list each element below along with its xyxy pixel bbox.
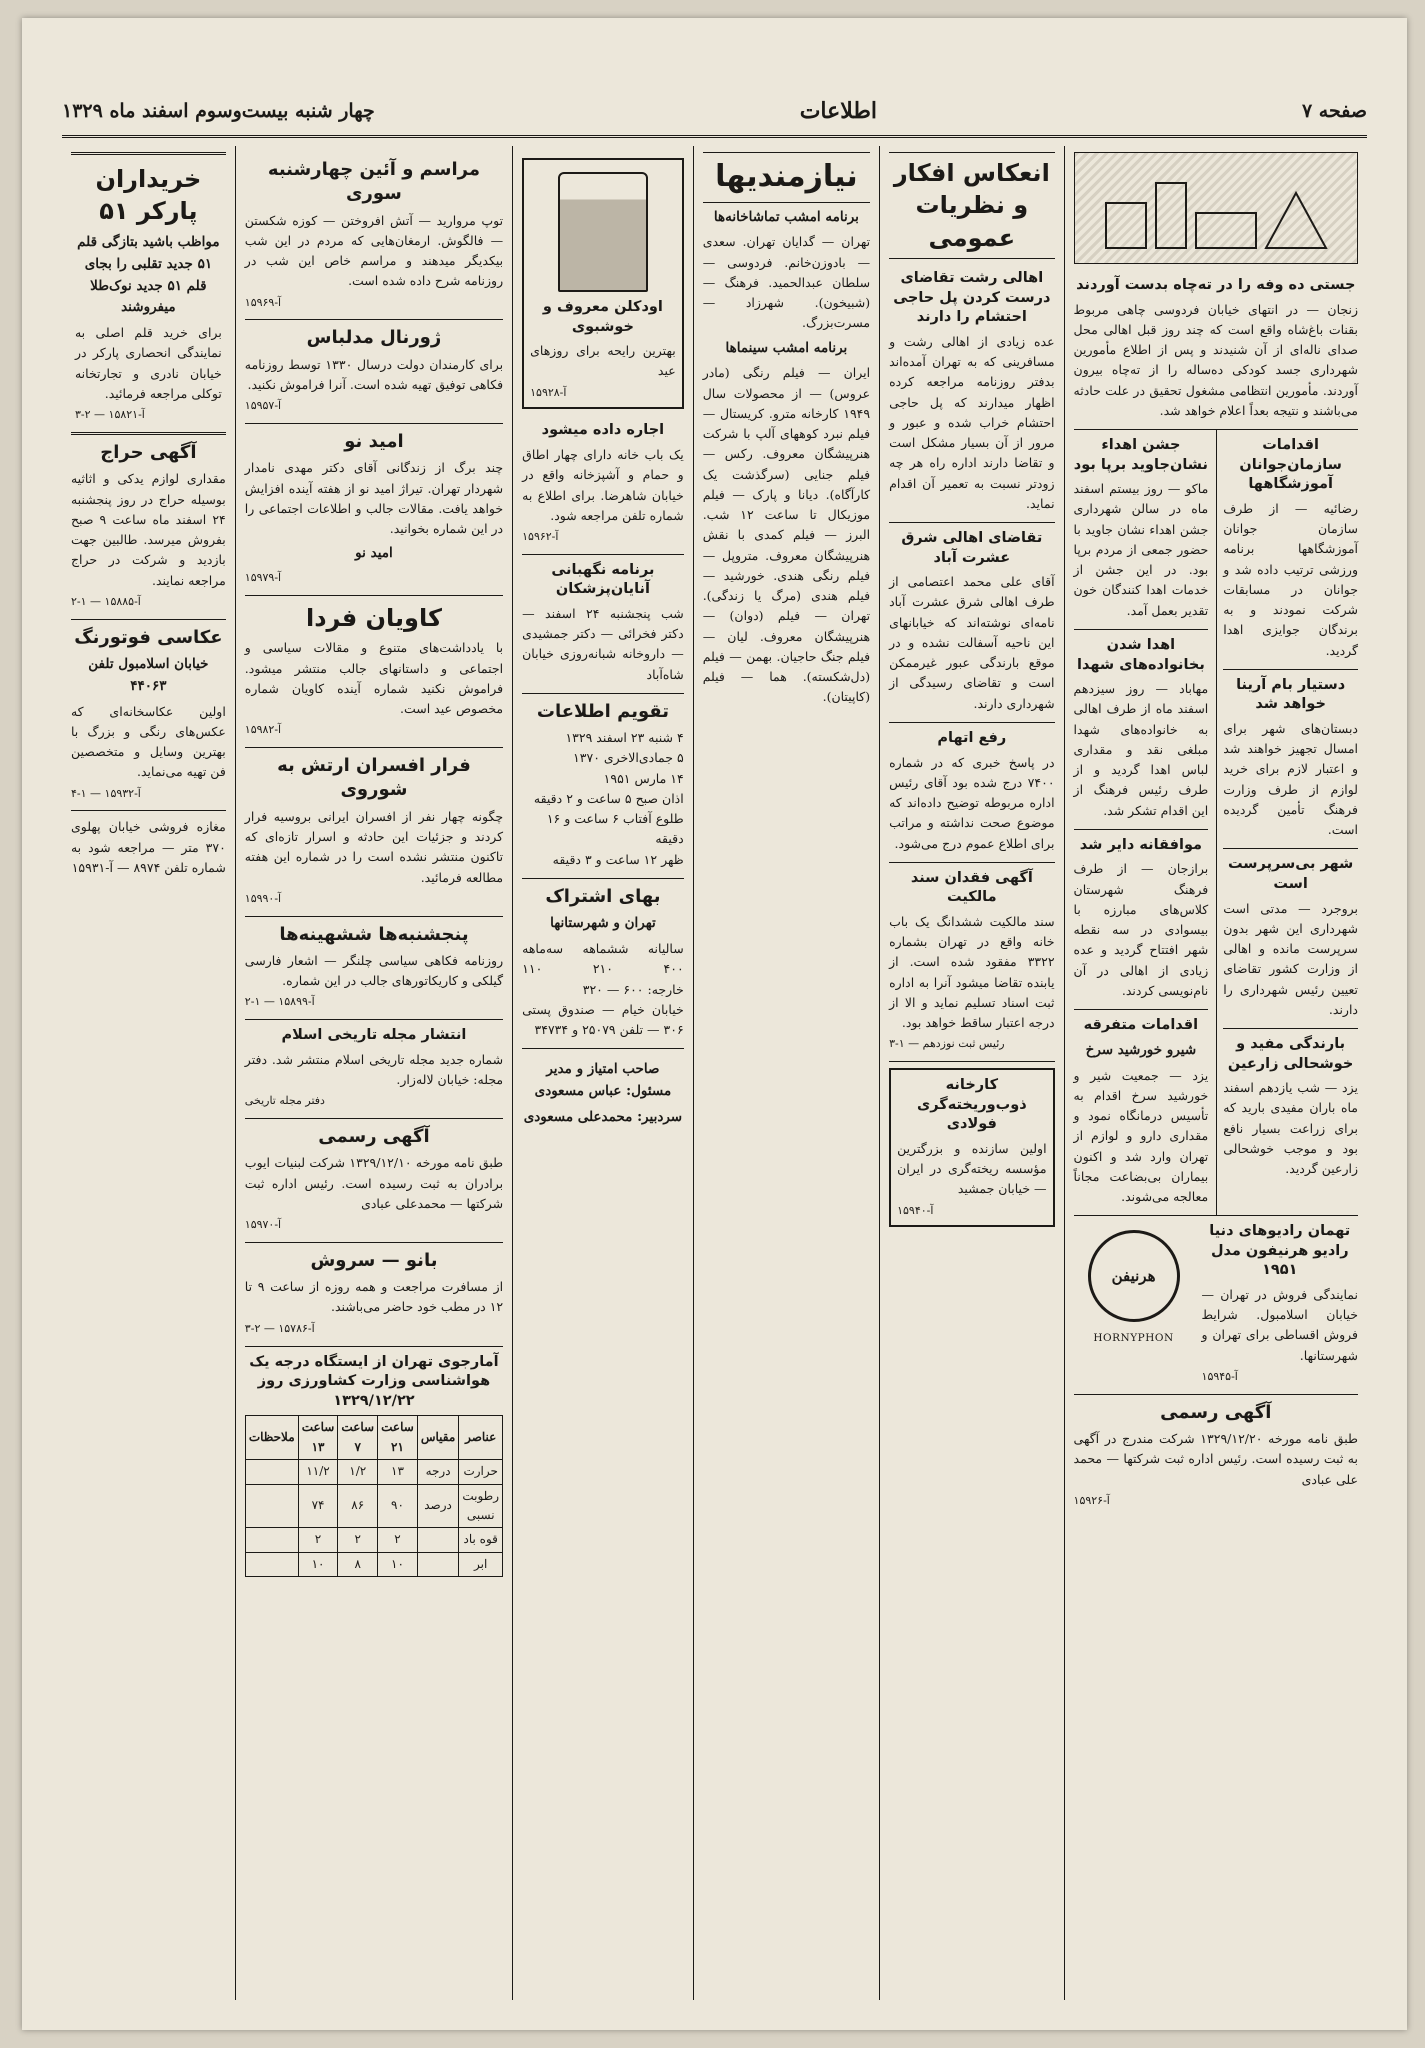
weather-cell	[417, 1552, 458, 1576]
news-article	[245, 1020, 503, 1119]
radio-advert	[1074, 1216, 1358, 1395]
two-column-block	[1074, 430, 1358, 1216]
publisher-box	[522, 1049, 684, 1141]
listing-subhead: برنامه امشب سینماها	[725, 339, 848, 356]
header-illustration	[1074, 152, 1358, 264]
article-body: یزد — شب یازدهم اسفند ماه باران مفیدی بارید که برای زراعت بسیار نافع بود و موجب خوشحالی زارعین گردید.	[1223, 1080, 1358, 1177]
article-headline: آگهی فقدان سند مالکیت	[910, 869, 1033, 906]
sub-half: ۲۱۰	[592, 961, 613, 977]
article-subhead: شیرو خورشید سرخ	[1085, 1041, 1197, 1058]
subscription-title: بهای اشتراک	[545, 885, 661, 907]
weather-cell: قوه باد	[459, 1528, 503, 1552]
article-body: مقداری لوازم یدکی و اثاثیه بوسیله حراج در روز پنجشنبه ۲۴ اسفند ماه ساعت ۹ صبح بفروش میرسد. طالبین جهت بازدید و شرکت در حراج مراجعه نمایند.	[70, 471, 226, 588]
news-article	[245, 917, 503, 1021]
shop-advert	[71, 811, 226, 886]
article-body: شب پنجشنبه ۲۴ اسفند — دکتر فخرائی — دکتر جمشیدی — داروخانه شبانه‌روزی خیابان شاه‌آباد	[522, 605, 684, 682]
weather-cell: ۲	[378, 1528, 418, 1552]
subscription-prices	[522, 959, 684, 979]
sub-yearly-label: سالیانه	[647, 941, 684, 957]
news-article	[1074, 1010, 1209, 1215]
calendar-line: طلوع آفتاب ۶ ساعت و ۱۶ دقیقه	[546, 811, 684, 847]
article-headline: آگهی رسمی	[1160, 1401, 1272, 1423]
subscription-region: تهران و شهرستانها	[550, 915, 656, 932]
ad-code: آ-۱۵۸۹۹ — ۱-۲	[244, 995, 315, 1009]
article-body: روزنامه فکاهی سیاسی چلنگر — اشعار فارسی گیلکی و کاریکاتورهای جالب در این شماره.	[244, 952, 504, 989]
ad-code: آ-۱۵۹۲۸	[530, 385, 567, 399]
ad-code: آ-۱۵۸۲۱ — ۲-۳	[74, 408, 145, 422]
article-headline: اهدا شدن بخانواده‌های شهدا	[1076, 636, 1205, 673]
article-body: اولین سازنده و بزرگترین مؤسسه ریخته‌گری در ایران — خیابان جمشید	[897, 1140, 1047, 1197]
weather-header: ساعت ۱۳	[298, 1416, 338, 1460]
subscription-labels	[522, 939, 684, 959]
news-article	[1223, 430, 1358, 670]
article-headline: اقدامات سازمان‌جوانان آموزشگاهها	[1239, 437, 1342, 493]
news-article	[1074, 630, 1209, 830]
cinema-listing: ایران — فیلم رنگی (مادر عروس) — از محصولات سال ۱۹۴۹ کارخانه مترو. کریستال — فیلم نبرد کوههای آلپ با شرکت هنرپیشگان معروف. رکس — فیلم جنایی (سرگذشت یک کارآگاه). دیانا و پارک — فیلم موزیکال تا ساعت ۱۲ شب. البرز — فیلم کمدی با نقش هنرپیشگان معروف. متروپل — فیلم رنگی هندی. خورشید — فیلم هندی (مرگ یا زندگی). تهران — فیلم (دوان) — هنرپیشگان معروف. لیان — فیلم جنگ حاجیان. بهمن — فیلم (دل‌شکسته). هما — فیلم (کاپیتان).	[702, 365, 871, 705]
article-body: آقای علی محمد اعتصامی از طرف اهالی شرق عشرت آباد نامه‌ای نوشته‌اند که خیابانهای این ناحیه آسفالت نشده و در موقع بارندگی عبور غیرممکن است و تقاضای رسیدگی از شهرداری دارند.	[889, 574, 1055, 711]
article-body: چند برگ از زندگانی آقای دکتر مهدی نامدار شهردار تهران. تیراژ امید نو از هفته آینده افزایش خواهد یافت. مقالات جالب و اطلاعات اجتماعی را در این شماره بخوانید.	[244, 460, 504, 537]
column-4	[512, 146, 693, 2000]
ad-code: آ-۱۵۹۳۲ — ۱-۴	[70, 786, 141, 800]
article-body: زنجان — در انتهای خیابان فردوسی چاهی مربوط بقنات باغ‌شاه واقع است که چند روز قبل اهالی محل صدای ناله‌ای از آن شنیدند و پس از اطلاع مأمورین شهرداری جسد کودکی ده‌ساله را از ته‌چاه بیرون آوردند. مأمورین انتظامی مشغول تحقیق در علت حادثه می‌باشند و نتیجه بعداً اعلام خواهد شد.	[1073, 301, 1358, 418]
sub-column-left	[1074, 430, 1209, 1215]
article-headline: ژورنال مدلباس	[306, 327, 442, 349]
ad-code: آ-۱۵۸۸۵ — ۱-۲	[70, 594, 141, 608]
weather-cell: ۷۴	[298, 1484, 338, 1528]
article-headline: پنجشنبه‌ها ششهینه‌ها	[279, 923, 469, 945]
article-headline: برنامه نگهبانی آنایان‌پزشکان	[551, 561, 655, 598]
article-body: طبق نامه مورخه ۱۳۲۹/۱۲/۲۰ شرکت مندرج در آگهی به ثبت رسیده است. رئیس اداره ثبت شرکتها — محمد علی عبادی	[1073, 1431, 1358, 1487]
article-subhead: خیابان اسلامبول تلفن ۴۴۰۶۳	[88, 655, 209, 694]
weather-header: ساعت ۷	[338, 1416, 378, 1460]
columns	[62, 146, 1367, 2000]
section-title: نیازمندیها	[703, 152, 870, 203]
column-2	[879, 146, 1063, 2000]
paper-name: اطلاعات	[799, 97, 877, 124]
ad-code: آ-۱۵۹۶۲	[522, 530, 559, 543]
article-headline: عکاسی فوتورنگ	[74, 626, 223, 648]
article-body: بروجرد — مدتی است شهرداری این شهر بدون سرپرست مانده و اهالی از وزارت کشور تقاضای تعیین رئیس شهرداری را دارند.	[1223, 900, 1358, 1017]
article-headline: دستیار بام آرینا خواهد شد	[1236, 676, 1346, 713]
news-article	[1074, 430, 1209, 630]
weather-cell: ۲	[338, 1528, 378, 1552]
article-body: برازجان — از طرف فرهنگ شهرستان کلاس‌های مبارزه با بیسوادی در سه نقطه شهر افتتاح گردید و عده زیادی از اهالی در آن نام‌نویسی کردند.	[1073, 861, 1209, 998]
classified-ad	[889, 863, 1054, 1062]
article-headline: اودکلن معروف و خوشبوی	[542, 299, 663, 335]
news-article	[245, 424, 503, 596]
ad-code: آ-۱۵۹۵۷	[244, 399, 282, 413]
weather-title: آمارجوی تهران از ایستگاه درجه یک هواشناسی وزارت کشاورزی روز ۱۳۲۹/۱۲/۲۲	[249, 1353, 499, 1409]
weather-table	[245, 1415, 503, 1577]
article-body: طبق نامه مورخه ۱۳۲۹/۱۲/۱۰ شرکت لبنیات ایوب برادران به ثبت رسیده است. رئیس اداره ثبت شرکتها — محمدعلی عبادی	[244, 1155, 504, 1211]
ad-code: آ-۱۵۹۴۰	[897, 1203, 934, 1217]
weather-header: ملاحظات	[245, 1416, 298, 1460]
masthead	[62, 86, 1367, 138]
perfume-advert	[522, 158, 684, 409]
calendar-title: تقویم اطلاعات	[536, 700, 669, 722]
article-body: سند مالکیت ششدانگ یک باب خانه واقع در تهران بشماره ۳۳۲۲ مفقود شده است. از یابنده تقاضا میشود آنرا به اداره ثبت اسناد تسلیم نماید و الا از درجه اعتبار ساقط خواهد بود.	[889, 913, 1055, 1031]
article-headline: جشن اهداء نشان‌جاوید برپا بود	[1073, 437, 1208, 473]
article-headline: اهالی رشت تقاضای درست کردن پل حاجی احتشام را دارند	[893, 270, 1051, 326]
auction-notice	[71, 435, 226, 620]
article-headline: انتشار مجله تاریخی اسلام	[281, 1027, 467, 1044]
radio-advert-text	[1202, 1222, 1358, 1386]
weather-header: عناصر	[459, 1416, 503, 1460]
weather-cell	[417, 1528, 458, 1552]
ad-code: آ-۱۵۹۲۶	[1073, 1493, 1110, 1507]
article-headline: جستی ده وفه را در ته‌چاه بدست آوردند	[1076, 277, 1356, 293]
calendar-line: ۵ جمادی‌الاخری ۱۳۷۰	[573, 750, 684, 766]
table-row	[245, 1528, 502, 1552]
news-article	[1223, 849, 1358, 1029]
official-notice	[1074, 1395, 1358, 1518]
weather-cell: حرارت	[459, 1460, 503, 1484]
article-body: مغازه فروشی خیابان پهلوی ۳۷۰ متر — مراجعه شود به شماره تلفن ۸۹۷۴ — آ-۱۵۹۳۱	[70, 819, 226, 875]
table-row	[245, 1552, 502, 1576]
official-notice	[245, 1119, 503, 1243]
news-article	[245, 596, 503, 748]
foundry-advert	[889, 1068, 1054, 1227]
article-headline: امید نو	[344, 431, 404, 453]
weather-cell: درصد	[417, 1484, 458, 1528]
article-body: توپ مروارید — آتش افروختن — کوزه شکستن — فالگوش. ارمغان‌هایی که مردم در این شب بیکدیگر میدهند و مراسم خاص این شب در روزنامه شرح داده شده است.	[244, 212, 504, 289]
news-article	[1223, 670, 1358, 850]
calendar-line: اذان صبح ۵ ساعت و ۲ دقیقه	[533, 790, 684, 806]
article-body: یزد — جمعیت شیر و خورشید سرخ اقدام به تأسیس درمانگاه نمود و مقداری دارو و لوازم از تهران وارد شد و اکنون بیماران بی‌بضاعت مجاناً معالجه می‌شوند.	[1073, 1067, 1209, 1205]
ad-code: آ-۱۵۹۶۹	[244, 295, 282, 309]
ad-code: آ-۱۵۷۸۶ — ۲-۳	[244, 1321, 315, 1335]
article-subhead: مواظب باشید بتازگی قلم ۵۱ جدید تقلبی را بجای قلم ۵۱ جدید نوک‌طلا میفروشند	[77, 233, 220, 316]
weather-cell	[245, 1484, 298, 1528]
radio-brand-latin: HORNYPHON	[1093, 1332, 1174, 1345]
sub-column-right	[1216, 430, 1358, 1215]
calendar-line: ۴ شنبه ۲۳ اسفند ۱۳۲۹	[565, 730, 684, 746]
news-article	[1223, 1029, 1358, 1187]
article-body: شماره جدید مجله تاریخی اسلام منتشر شد. دفتر مجله: خیابان لاله‌زار.	[244, 1051, 504, 1088]
ad-code: آ-۱۵۹۴۵	[1201, 1369, 1238, 1383]
weather-cell: درجه	[417, 1460, 458, 1484]
article-body: دبستان‌های شهر برای امسال تجهیز خواهند شد و اعتبار لازم برای خرید لوازم از طرف وزارت فرهنگ تأمین گردیده است.	[1223, 720, 1358, 838]
article-headline: آگهی رسمی	[318, 1126, 430, 1148]
article-headline: خریداران پارکر ۵۱	[95, 165, 202, 226]
radio-logo-icon	[1088, 1230, 1180, 1322]
article-headline: اقدامات متفرقه	[1083, 1017, 1199, 1034]
page-number: صفحه ۷	[1301, 99, 1367, 122]
article-body: چگونه چهار نفر از افسران ایرانی بروسیه فرار کردند و جزئیات این حادثه و اسرار تازه‌ای که تاکنون منتشر نشده است را در شماره این هفته مطالعه فرمائید.	[244, 808, 504, 885]
article-headline: بانو — سروش	[310, 1249, 438, 1271]
table-row	[245, 1460, 502, 1484]
weather-cell	[245, 1552, 298, 1576]
theatre-listing: تهران — گدایان تهران. سعدی — بادوزن‌خانم. فردوسی — سلطان عبدالحمید. فرهنگ — (شبیخون). شهرزاد — مسرت‌بزرگ.	[702, 234, 871, 331]
weather-cell	[245, 1528, 298, 1552]
sub-quarter-label: سه‌ماهه	[522, 941, 564, 957]
news-article	[1074, 270, 1358, 430]
subscription-box	[522, 879, 684, 1049]
calendar-box	[522, 694, 684, 879]
column-6	[62, 146, 235, 2000]
news-article	[245, 152, 503, 320]
article-headline: آگهی حراج	[100, 442, 197, 464]
column-3	[693, 146, 879, 2000]
news-article	[889, 263, 1054, 523]
ad-code: آ-۱۵۹۹۰	[244, 891, 282, 905]
article-body: یک باب خانه دارای چهار اطاق و حمام و آشپزخانه واقع در خیابان شاهرضا. برای اطلاع به شماره تلفن مراجعه شود.	[522, 447, 684, 523]
calendar-line: ظهر ۱۲ ساعت و ۳ دقیقه	[552, 851, 684, 867]
article-body: رضائیه — از طرف سازمان جوانان آموزشگاهها برنامه ورزشی ترتیب داده شد و جوانان در مسابقات شرکت نمودند و به برندگان جوایزی اهدا گردید.	[1223, 500, 1358, 658]
weather-cell: ابر	[459, 1552, 503, 1576]
article-body: برای خرید قلم اصلی به نمایندگی انحصاری پارکر در خیابان نادری و تجارتخانه توکلی مراجعه فرمائید.	[74, 325, 222, 401]
sub-yearly: ۴۰۰	[663, 961, 684, 977]
article-headline: موافقانه دایر شد	[1079, 836, 1203, 853]
column-5	[235, 146, 512, 2000]
weather-cell: ۱/۲	[338, 1460, 378, 1484]
weather-cell: ۹۰	[378, 1484, 418, 1528]
weather-cell: ۸	[338, 1552, 378, 1576]
column-1	[1064, 146, 1367, 2000]
news-article	[245, 748, 503, 916]
article-body: بهترین رایحه برای روزهای عید	[530, 343, 676, 379]
article-headline: شهر بی‌سرپرست است	[1227, 856, 1354, 892]
article-headline: اجاره داده میشود	[541, 422, 665, 439]
news-article	[1074, 830, 1209, 1010]
article-body: نمایندگی فروش در تهران — خیابان اسلامبول. شرایط فروش اقساطی برای تهران و شهرستانها.	[1201, 1286, 1358, 1363]
article-body: از مسافرت مراجعت و همه روزه از ساعت ۹ تا ۱۲ در مطب خود حاضر می‌باشند.	[244, 1279, 504, 1315]
weather-cell	[245, 1460, 298, 1484]
weather-header: مقیاس	[417, 1416, 458, 1460]
cityscape-illustration	[1096, 163, 1336, 253]
owner-line: صاحب امتیاز و مدیر مسئول: عباس مسعودی	[534, 1061, 672, 1100]
ad-code: آ-۱۵۹۸۲	[244, 723, 282, 737]
weather-header: ساعت ۲۱	[378, 1416, 418, 1460]
weather-cell: ۱۳	[378, 1460, 418, 1484]
listing-subhead: برنامه امشب تماشاخانه‌ها	[713, 208, 859, 225]
weather-cell: رطوبت نسبی	[459, 1484, 503, 1528]
article-body: اولین عکاسخانه‌ای که عکس‌های رنگی و بزرگ با بهترین وسایل و متخصصین فن تهیه می‌نماید.	[70, 703, 226, 780]
article-body: ماکو — روز بیستم اسفند ماه در سالن شهرداری جشن اهداء نشان جاوید با حضور جمعی از مردم برپا بود. در این جشن از خدمات اهدا کنندگان خون تقدیر بعمل آمد.	[1073, 481, 1209, 618]
article-headline: تهمان رادیوهای دنیا رادیو هرنیفون مدل ۱۹۵۱	[1209, 1223, 1351, 1279]
article-headline: کاویان فردا	[305, 603, 442, 632]
weather-cell: ۲	[298, 1528, 338, 1552]
ad-code: رئیس ثبت نوزدهم — ۱-۳	[889, 1037, 1005, 1051]
article-headline: مراسم و آئین چهارشنبه سوری	[267, 159, 480, 205]
weather-cell: ۱۱/۲	[298, 1460, 338, 1484]
news-article	[889, 523, 1054, 723]
newspaper-page	[22, 18, 1407, 2030]
article-sign: امید نو	[355, 545, 393, 562]
article-headline: تقاضای اهالی شرق عشرت آباد	[901, 530, 1043, 566]
news-article	[245, 320, 503, 424]
article-body: عده زیادی از اهالی رشت و مسافرینی که به تهران آمده‌اند بدفتر روزنامه مراجعه کرده اظهار میدارند که پل حاجی احتشام خراب شده و عبور و مرور از آن بسیار مشکل است و تقاضا دارند اداره راه هر چه زودتر نسبت به تعمیر آن اقدام نماید.	[889, 333, 1055, 511]
weather-cell: ۸۶	[338, 1484, 378, 1528]
news-article	[889, 723, 1054, 863]
issue-date: چهار شنبه بیست‌وسوم اسفند ماه ۱۳۲۹	[62, 99, 375, 122]
news-article	[245, 1243, 503, 1347]
editor-line: سردبیر: محمدعلی مسعودی	[523, 1109, 683, 1126]
subscription-foreign: خارجه: ۶۰۰ — ۳۲۰	[582, 981, 684, 997]
sub-quarter: ۱۱۰	[522, 961, 543, 977]
weather-report	[245, 1347, 503, 1586]
article-headline: کارخانه ذوب‌وریخته‌گری فولادی	[916, 1077, 1027, 1133]
calendar-line: ۱۴ مارس ۱۹۵۱	[603, 770, 684, 786]
article-body: در پاسخ خبری که در شماره ۷۴۰۰ درج شده بود آقای رئیس اداره مربوطه توضیح داده‌اند که موضوع صحت نداشته و مراتب برای اطلاع عموم درج می‌شود.	[889, 754, 1055, 851]
article-body: برای کارمندان دولت درسال ۱۳۳۰ توسط روزنامه فکاهی توفیق تهیه شده است. آنرا فراموش نکنید.	[244, 356, 504, 392]
weather-cell: ۱۰	[378, 1552, 418, 1576]
perfume-bottle-icon	[558, 172, 648, 292]
section-title: انعکاس افکار و نظریات عمومی	[889, 152, 1054, 259]
newspaper-address: خیابان خیام — صندوق پستی ۳۰۶ — تلفن ۲۵۰۷۹ و ۳۴۷۳۴	[522, 1001, 684, 1038]
weather-header-row	[245, 1416, 502, 1460]
sub-half-label: ششماهه	[582, 941, 629, 957]
article-body: مهاباد — روز سیزدهم اسفند ماه از طرف اهالی به خانواده‌های شهدا مبلغی نقد و مقداری لباس اهدا گردید و از طرف رئیس فرهنگ از این اقدام تشکر شد.	[1073, 681, 1209, 818]
clinic-schedule	[522, 555, 684, 694]
article-headline: رفع اتهام	[937, 729, 1007, 746]
photo-studio-advert	[71, 620, 226, 812]
parker-advert	[71, 152, 226, 435]
article-body: با یادداشت‌های متنوع و مقالات سیاسی و اجتماعی و داستانهای جالب منتشر میشود. فراموش نکنید شماره آینده کاویان شماره مخصوص عید است.	[244, 640, 504, 717]
radio-brand: هرنیفن	[1111, 1267, 1156, 1286]
rent-notice	[522, 415, 684, 554]
ad-code: آ-۱۵۹۷۰	[244, 1218, 282, 1232]
ad-code: دفتر مجله تاریخی	[244, 1094, 325, 1108]
weather-cell: ۱۰	[298, 1552, 338, 1576]
article-headline: بارندگی مفید و خوشحالی زارعین	[1227, 1036, 1354, 1072]
article-headline: فرار افسران ارتش به شوروی	[277, 755, 471, 801]
radio-logo-box	[1074, 1222, 1194, 1386]
table-row	[245, 1484, 502, 1528]
ad-code: آ-۱۵۹۷۹	[244, 571, 282, 585]
